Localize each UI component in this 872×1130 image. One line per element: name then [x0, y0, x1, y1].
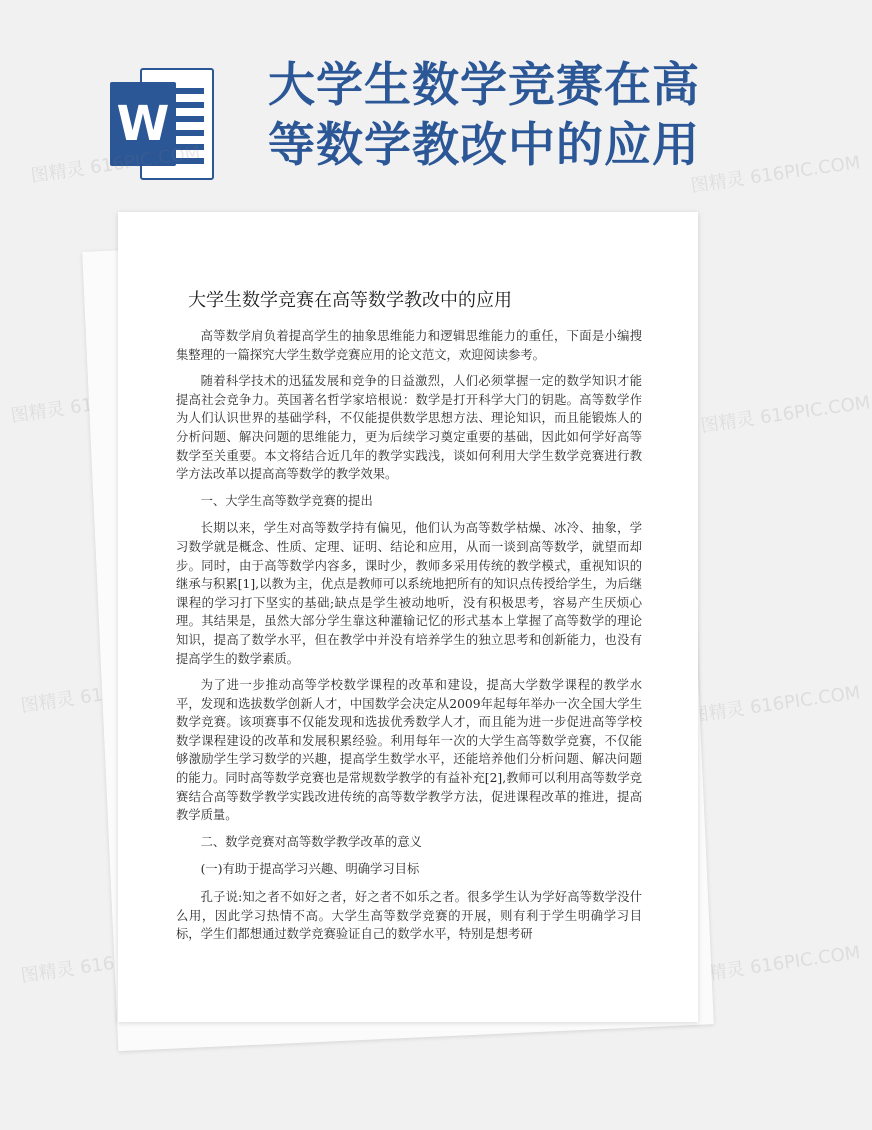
body-paragraph: 孔子说:知之者不如好之者，好之者不如乐之者。很多学生认为学好高等数学没什么用，因此学习热情不高。大学生高等数学竞赛的开展，则有利于学生明确学习目标，学生们都想通过数学竞赛验证自己的数学水平，特别是想考研 [176, 890, 642, 942]
body-paragraph: 长期以来，学生对高等数学持有偏见，他们认为高等数学枯燥、冰冷、抽象，学习数学就是概念、性质、定理、证明、结论和应用，从而一谈到高等数学，就望而却步。同时，由于高等数学内容多，课时少，教师多采用传统的教学模式，重视知识的继承与积累[1],以教为主，优点是教师可以系统地把所有的知识点传授给学生，为后继课程的学习打下坚实的基础;缺点是学生被动地听，没有积极思考，容易产生厌烦心理。其结果是，虽然大部分学生靠这种灌输记忆的形式基本上掌握了高等数学的理论知识，提高了数学水平，但在教学中并没有培养学生的独立思考和创新能力，也没有提高学生的数学素质。 [176, 521, 642, 666]
body-paragraph: 高等数学肩负着提高学生的抽象思维能力和逻辑思维能力的重任，下面是小编搜集整理的一篇探究大学生数学竞赛应用的论文范文，欢迎阅读参考。 [176, 329, 642, 362]
section-heading: 一、大学生高等数学竞赛的提出 [200, 493, 373, 508]
section-heading: 二、数学竞赛对高等数学教学改革的意义 [200, 834, 422, 849]
paper-sheet [118, 212, 698, 1022]
watermark: 图精灵 616PIC.COM [689, 152, 862, 197]
watermark: 图精灵 [29, 158, 86, 187]
watermark: 图精灵 616PIC.COM [19, 942, 192, 987]
watermark: 图精灵 616PIC.COM [699, 392, 872, 437]
watermark: 图精灵 616PIC.COM [689, 682, 862, 727]
watermark: 图精灵 [19, 688, 76, 717]
section-heading: (一)有助于提高学习兴趣、明确学习目标 [200, 862, 420, 877]
word-document-icon [110, 62, 218, 184]
document-body [176, 327, 642, 952]
body-paragraph: 随着科学技术的迅猛发展和竞争的日益激烈，人们必须掌握一定的数学知识才能提高社会竞争力。英国著名哲学家培根说：数学是打开科学大门的钥匙。高等数学作为人们认识世界的基础学科，不仅能提供数学思想方法、理论知识，而且能锻炼人的分析问题、解决问题的思维能力，更为后续学习奠定重要的基础，因此如何学好高等数学至关重要。本文将结合近几年的教学实践浅，谈如何利用大学生数学竞赛进行教学方法改革以提高高等数学的教学效果。 [176, 374, 642, 482]
watermark: 图精灵 [9, 398, 66, 427]
word-icon-letter: W [110, 82, 176, 166]
watermark: 图精灵 616PIC.COM [689, 942, 862, 987]
banner-title: 大学生数学竞赛在高等数学教改中的应用 [268, 58, 700, 173]
document-title: 大学生数学竞赛在高等数学教改中的应用 [188, 290, 512, 311]
body-paragraph: 为了进一步推动高等学校数学课程的改革和建设，提高大学数学课程的教学水平，发现和选拔数学创新人才，中国数学会决定从2009年起每年举办一次全国大学生数学竞赛。该项赛事不仅能发现和选拔优秀数学人才，而且能为进一步促进高等学校数学课程建设的改革和发展积累经验。利用每年一次的大学生高等数学竞赛，不仅能够激励学生学习数学的兴趣，提高学生数学水平，还能培养他们分析问题、解决问题的能力。同时高等数学竞赛也是常规数学教学的有益补充[2],教师可以利用高等数学竞赛结合高等数学教学实践改进传统的高等数学教学方法，促进课程改革的推进，提高教学质量。 [176, 678, 642, 823]
